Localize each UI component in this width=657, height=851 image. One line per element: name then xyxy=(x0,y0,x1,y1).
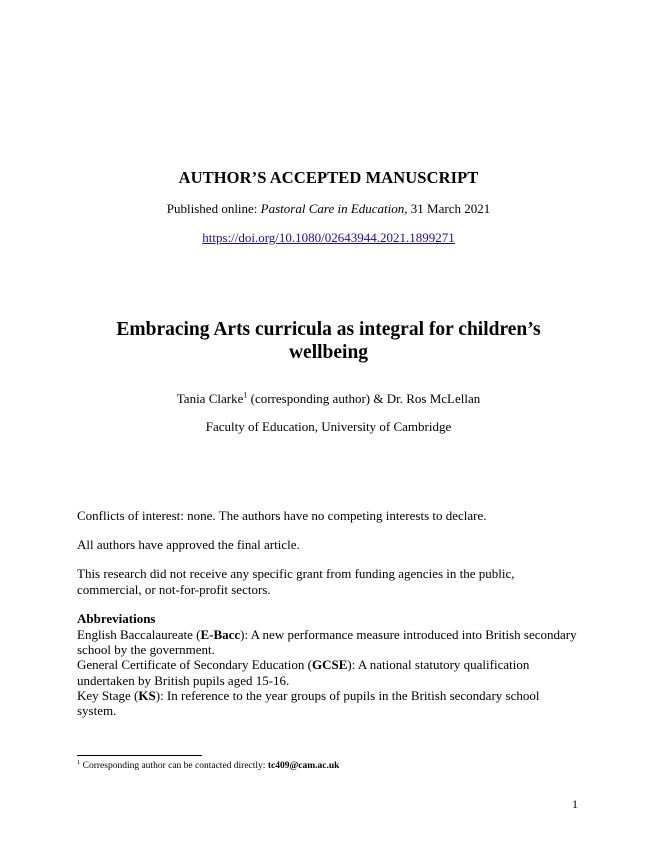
published-prefix: Published online: xyxy=(166,201,261,216)
author-rest: (corresponding author) & Dr. Ros McLellan xyxy=(247,391,481,406)
footnote-email[interactable]: tc409@cam.ac.uk xyxy=(267,761,340,771)
footnote xyxy=(77,758,340,771)
manuscript-heading: AUTHOR’S ACCEPTED MANUSCRIPT xyxy=(178,168,479,187)
published-date: , 31 March 2021 xyxy=(404,201,491,216)
abbr-code: GCSE xyxy=(311,657,348,673)
abbr-definition: ): A new performance measure introduced into British secondary school by the government. xyxy=(77,627,577,658)
footnote-number: 1 xyxy=(77,758,81,766)
abbr-code: E-Bacc xyxy=(200,627,241,642)
page-number: 1 xyxy=(572,797,578,811)
abbr-term: Key Stage ( xyxy=(77,687,139,703)
abbreviation-item xyxy=(77,688,577,718)
abbr-definition: ): In reference to the year groups of pupils in the British secondary school system. xyxy=(77,687,540,719)
affiliation: Faculty of Education, University of Cambridge xyxy=(205,419,452,434)
author-line xyxy=(0,391,657,407)
footnote-divider xyxy=(77,755,202,756)
abbr-term: General Certificate of Secondary Education ( xyxy=(77,657,312,673)
abbreviation-item xyxy=(77,627,577,657)
doi-line xyxy=(0,230,657,246)
approval-statement: All authors have approved the final article. xyxy=(77,537,300,552)
footnote-marker: 1 xyxy=(243,390,248,400)
journal-name: Pastoral Care in Education xyxy=(260,201,405,216)
abbreviations-list xyxy=(77,627,577,718)
abbr-term: English Baccalaureate ( xyxy=(77,627,201,642)
abbr-code: KS xyxy=(138,687,156,703)
footnote-text: Corresponding author can be contacted directly: xyxy=(80,761,268,771)
conflicts-statement: Conflicts of interest: none. The authors have no competing interests to declare. xyxy=(77,508,487,523)
publication-info xyxy=(0,201,657,217)
author-name: Tania Clarke xyxy=(176,391,244,406)
abbreviation-item xyxy=(77,657,577,687)
abbr-definition: ): A national statutory qualification undertaken by British pupils aged 15-16. xyxy=(77,657,530,688)
paper-title: Embracing Arts curricula as integral for children’s wellbeing xyxy=(116,319,541,363)
abbreviations-heading: Abbreviations xyxy=(77,611,156,626)
doi-link[interactable]: https://doi.org/10.1080/02643944.2021.1899271 xyxy=(202,230,455,245)
funding-statement: This research did not receive any specific grant from funding agencies in the public, commercial, or not-for-profit sectors. xyxy=(77,566,515,597)
